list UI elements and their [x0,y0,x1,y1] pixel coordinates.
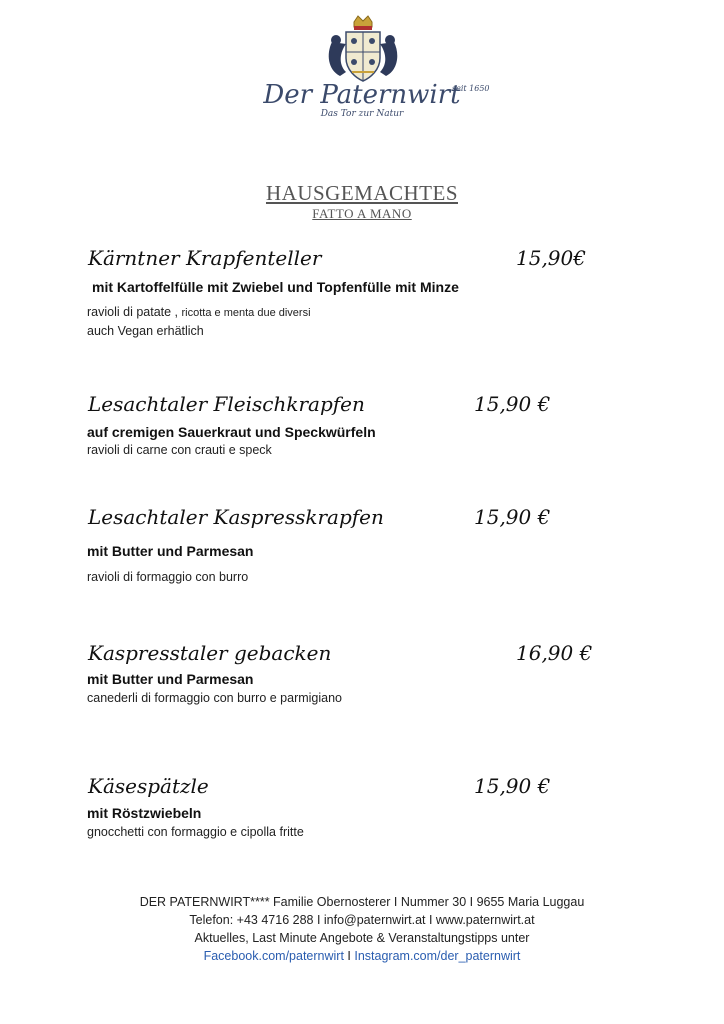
dish-price: 16,90 € [516,641,593,665]
dish-price: 15,90 € [474,774,551,798]
dish-price: 15,90€ [516,246,586,270]
footer-promo: Aktuelles, Last Minute Angebote & Veranstaltungstipps unter [194,931,530,945]
dish-price: 15,90 € [474,505,551,529]
brand-since: seit 1650 [452,84,490,93]
dish-name: Kaspresstaler gebacken [88,641,332,665]
instagram-link[interactable]: Instagram.com/der_paternwirt [354,949,521,963]
crest-logo [318,14,408,84]
brand-title: Der Paternwirt [263,80,461,110]
dish-description-de: mit Kartoffelfülle mit Zwiebel und Topfenfülle mit Minze [92,279,459,295]
brand-name [190,80,534,110]
facebook-link[interactable]: Facebook.com/paternwirt [203,949,344,963]
dish-description-de: mit Röstzwiebeln [87,805,202,821]
section-subtitle: FATTO A MANO [312,206,412,221]
footer-address: DER PATERNWIRT**** Familie Obernosterer I Nummer 30 I 9655 Maria Luggau [139,895,585,909]
dish-description-it-main: ravioli di patate , [87,305,179,319]
footer [0,893,724,965]
dish-name: Käsespätzle [88,774,209,798]
section-title: HAUSGEMACHTES [265,181,458,205]
dish-description-it-small: ricotta e menta due diversi [181,307,311,319]
dish-description-de: mit Butter und Parmesan [87,671,254,687]
dish-description-de: auf cremigen Sauerkraut und Speckwürfeln [87,424,376,440]
dish-description-it: gnocchetti con formaggio e cipolla fritte [87,825,304,839]
footer-contact: Telefon: +43 4716 288 I info@paternwirt.at I www.paternwirt.at [189,913,535,927]
dish-name: Lesachtaler Fleischkrapfen [88,392,365,416]
dish-note: auch Vegan erhätlich [87,324,204,338]
dish-description-it: ravioli di formaggio con burro [87,570,249,584]
link-separator: I [343,949,355,963]
dish-description-it: ravioli di carne con crauti e speck [87,443,272,457]
dish-description-it: canederli di formaggio con burro e parmigiano [87,691,343,705]
brand-tagline: Das Tor zur Natur [320,109,404,119]
dish-description-it [87,305,311,319]
dish-price: 15,90 € [474,392,551,416]
dish-name: Kärntner Krapfenteller [88,246,322,270]
footer-links [0,947,724,965]
dish-name: Lesachtaler Kaspresskrapfen [88,505,384,529]
dish-description-de: mit Butter und Parmesan [87,543,254,559]
